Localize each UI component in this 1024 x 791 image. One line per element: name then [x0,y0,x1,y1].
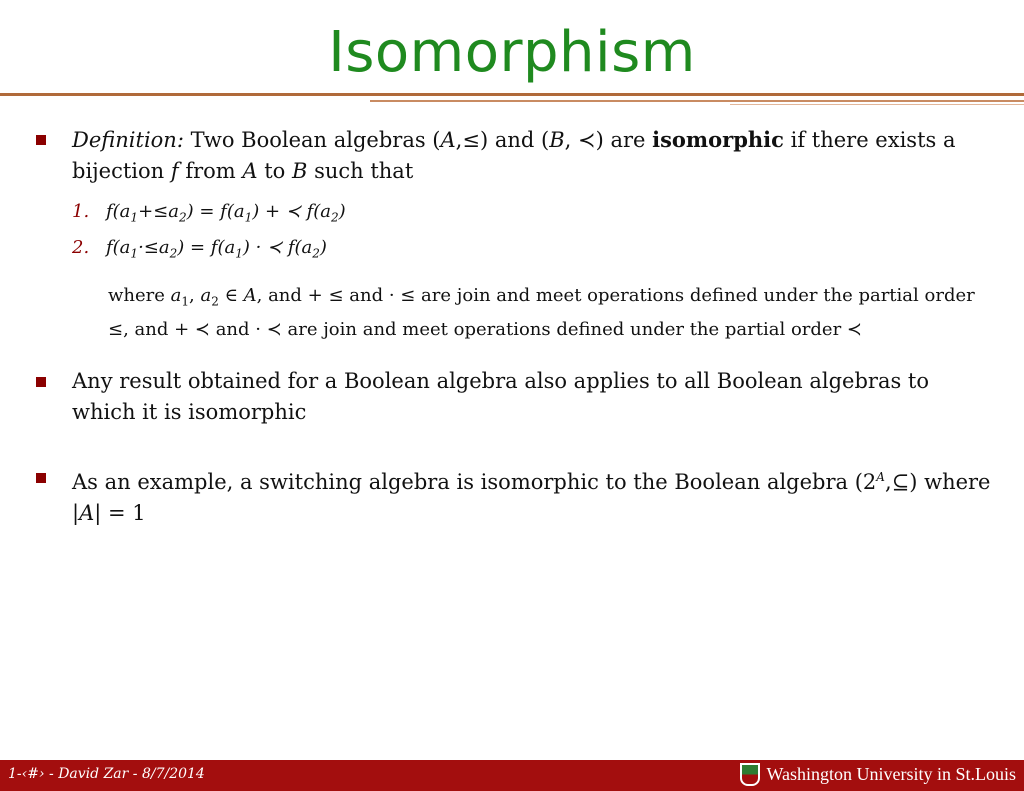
result-text: Any result obtained for a Boolean algebra also applies to all Boolean algebras to which it is isomorphic [72,368,930,424]
bullet-result [36,366,996,428]
where-clause: where $a_1$, $a_2$ ∈ A, and + ≤ and · ≤ are join and meet operations defined under the partial order ≤, and + ≺ and · ≺ are join and meet operations defined under the partial order ≺ [108,285,975,340]
title-rule [0,93,1024,96]
slide-title: Isomorphism [328,20,696,85]
university-shield-icon [740,763,760,786]
title-rule-tertiary [730,104,1024,105]
condition-item: 1. $f(a_1+\le a_2) = f(a_1)$ + ≺ $f(a_2)$ [72,201,346,225]
square-bullet-icon [36,135,46,145]
title-rule-secondary [370,100,1024,102]
bullet-definition [36,124,996,187]
footer-university [740,763,1016,786]
footer-slide-info: 1-‹#› - David Zar - 8/7/2014 [8,766,205,782]
square-bullet-icon [36,473,46,483]
slide-content [36,124,996,529]
university-name: Washington University in St.Louis [766,764,1016,784]
condition-item: 2. $f(a_1\cdot\le a_2) = f(a_1)$ · ≺ $f(a_2)$ [72,236,327,261]
definition-text: Definition: Two Boolean algebras (A,≤) and (B, ≺) are isomorphic if there exists a bijection f from A to B such that [72,127,956,183]
example-text: As an example, a switching algebra is isomorphic to the Boolean algebra $(2^A,⊆)$ where |A| = 1 [72,469,991,525]
condition-list [36,197,996,268]
footer-bar [0,760,1024,791]
square-bullet-icon [36,377,46,387]
bullet-example [36,462,996,529]
